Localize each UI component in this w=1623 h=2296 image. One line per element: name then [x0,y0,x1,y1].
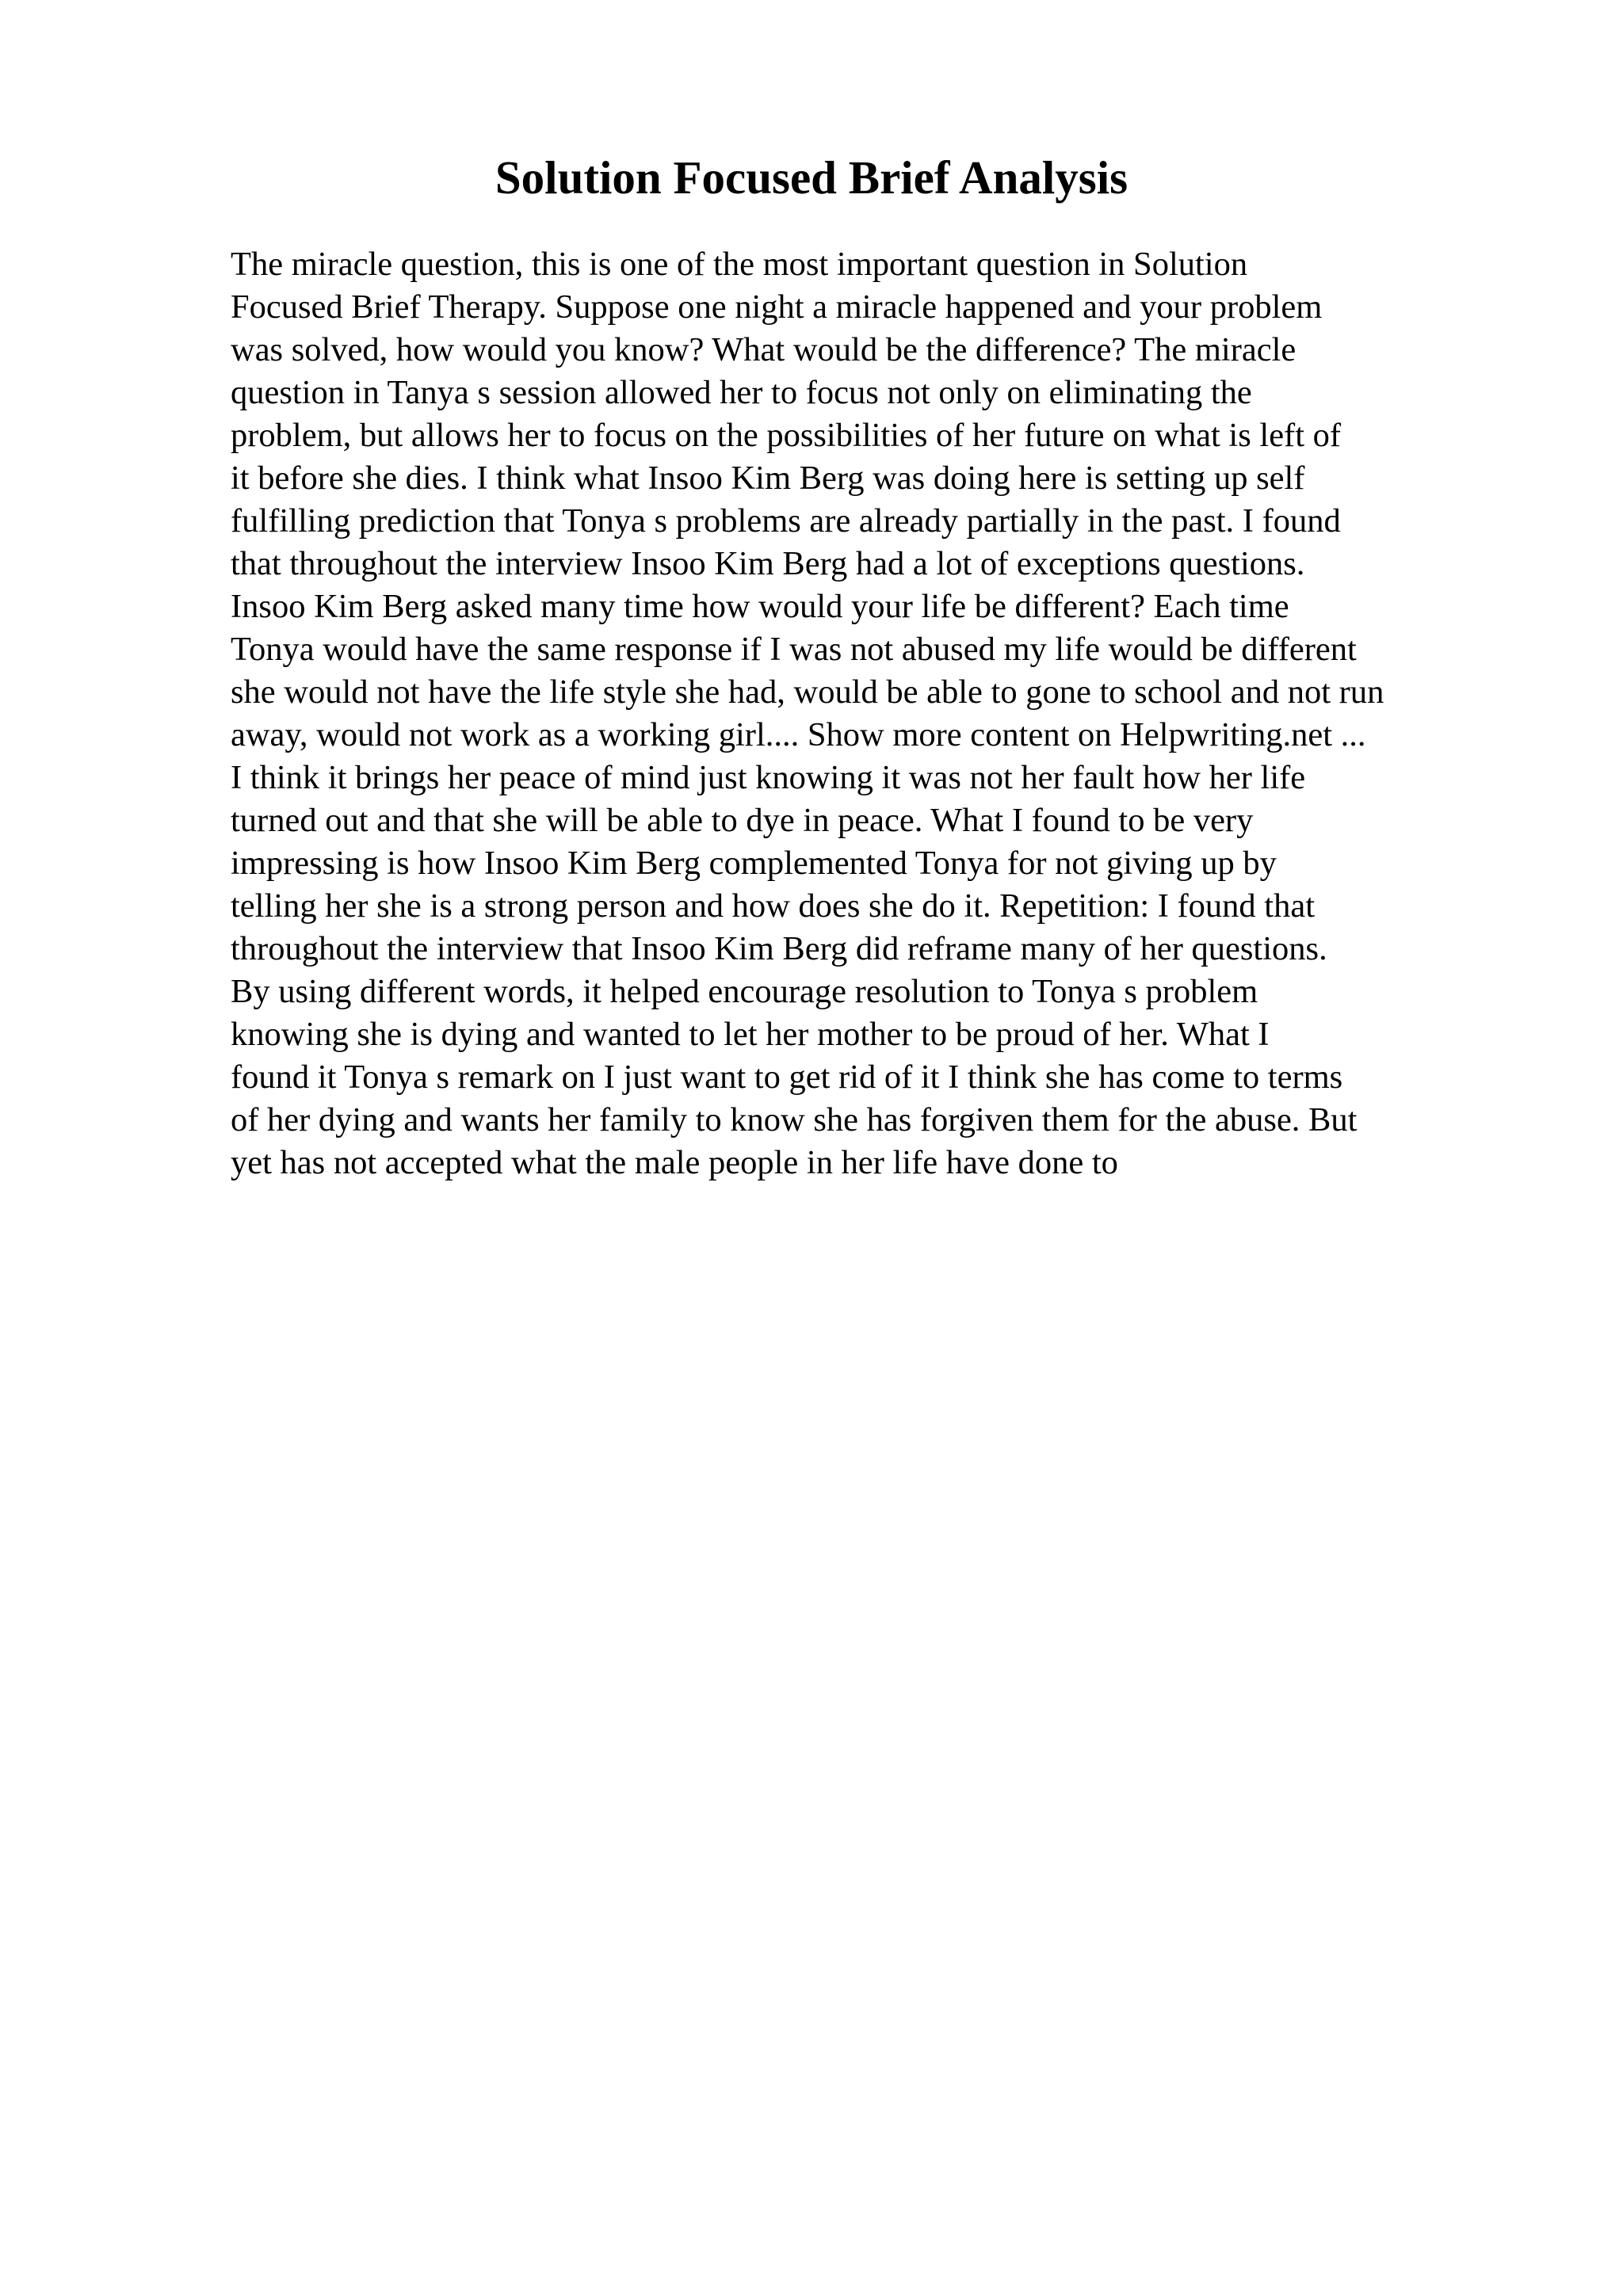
body-line: telling her she is a strong person and how does she do it. Repetition: I found that [231,887,1316,925]
body-line: that throughout the interview Insoo Kim Berg had a lot of exceptions questions. [231,545,1305,582]
body-line: yet has not accepted what the male people in her life have done to [231,1144,1118,1181]
body-line: of her dying and wants her family to know she has forgiven them for the abuse. But [231,1101,1358,1138]
document-body [231,243,1514,1184]
body-line: fulfilling prediction that Tonya s problems are already partially in the past. I found [231,502,1341,540]
body-line: it before she dies. I think what Insoo Kim Berg was doing here is setting up self [231,460,1305,497]
body-line: By using different words, it helped encourage resolution to Tonya s problem [231,973,1258,1010]
body-line: The miracle question, this is one of the most important question in Solution [231,246,1248,283]
body-line: knowing she is dying and wanted to let her mother to be proud of her. What I [231,1016,1270,1053]
body-line: Focused Brief Therapy. Suppose one night a miracle happened and your problem [231,288,1323,326]
body-line: question in Tanya s session allowed her to focus not only on eliminating the [231,374,1252,411]
body-line: Tonya would have the same response if I was not abused my life would be different [231,631,1357,668]
body-line: I think it brings her peace of mind just knowing it was not her fault how her life [231,759,1306,796]
body-line: was solved, how would you know? What would be the difference? The miracle [231,331,1296,368]
body-line: she would not have the life style she had, would be able to gone to school and not run [231,673,1384,711]
body-line: Insoo Kim Berg asked many time how would your life be different? Each time [231,588,1289,625]
body-line: throughout the interview that Insoo Kim Berg did reframe many of her questions. [231,930,1327,967]
body-line: problem, but allows her to focus on the possibilities of her future on what is left of [231,417,1342,454]
body-line: found it Tonya s remark on I just want to get rid of it I think she has come to terms [231,1058,1343,1096]
document-title: Solution Focused Brief Analysis [495,151,1128,204]
body-line: impressing is how Insoo Kim Berg complemented Tonya for not giving up by [231,845,1277,882]
body-line: turned out and that she will be able to dye in peace. What I found to be very [231,802,1254,839]
body-line: away, would not work as a working girl.... Show more content on Helpwriting.net ... [231,716,1366,753]
